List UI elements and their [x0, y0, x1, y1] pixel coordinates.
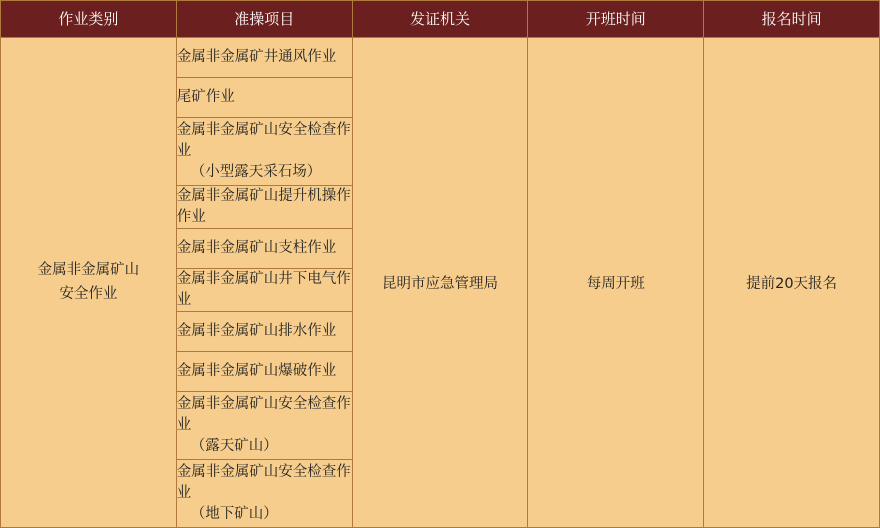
item-line-2: （露天矿山） — [190, 438, 278, 455]
item-line-1: 金属非金属矿井通风作业 — [176, 48, 337, 65]
category-line-2: 安全作业 — [59, 285, 118, 302]
item-line-1: 金属非金属矿山排水作业 — [176, 323, 337, 340]
item-line-2: （地下矿山） — [190, 506, 278, 523]
item-line-1: 金属非金属矿山支柱作业 — [176, 240, 337, 257]
operation-items-list — [177, 38, 352, 527]
table-row — [1, 38, 880, 528]
list-item — [177, 392, 352, 460]
table-body — [1, 38, 880, 528]
cell-issuing-authority: 昆明市应急管理局 — [352, 38, 528, 528]
item-line-1: 金属非金属矿山安全检查作业 — [176, 464, 351, 502]
column-header-registration-time: 报名时间 — [704, 1, 880, 38]
list-item — [177, 118, 352, 186]
list-item — [177, 460, 352, 528]
category-line-1: 金属非金属矿山 — [37, 262, 140, 279]
column-header-operation-items: 准操项目 — [176, 1, 352, 38]
item-line-1: 金属非金属矿山安全检查作业 — [176, 122, 351, 160]
item-line-1: 金属非金属矿山提升机操作作业 — [176, 188, 351, 226]
list-item — [177, 78, 352, 118]
table-header — [1, 1, 880, 38]
list-item — [177, 269, 352, 312]
list-item — [177, 352, 352, 392]
item-line-1: 金属非金属矿山爆破作业 — [176, 363, 337, 380]
cell-category — [1, 38, 177, 528]
table-header-row — [1, 1, 880, 38]
item-line-2: （小型露天采石场） — [190, 164, 322, 181]
cell-operation-items — [176, 38, 352, 528]
column-header-class-start-time: 开班时间 — [528, 1, 704, 38]
column-header-issuing-authority: 发证机关 — [352, 1, 528, 38]
list-item — [177, 38, 352, 78]
item-line-1: 金属非金属矿山井下电气作业 — [176, 271, 351, 309]
list-item — [177, 186, 352, 229]
item-line-1: 尾矿作业 — [176, 88, 235, 105]
list-item — [177, 312, 352, 352]
item-line-1: 金属非金属矿山安全检查作业 — [176, 396, 351, 434]
cell-registration-time: 提前20天报名 — [704, 38, 880, 528]
cell-class-start-time: 每周开班 — [528, 38, 704, 528]
column-header-category: 作业类别 — [1, 1, 177, 38]
list-item — [177, 229, 352, 269]
